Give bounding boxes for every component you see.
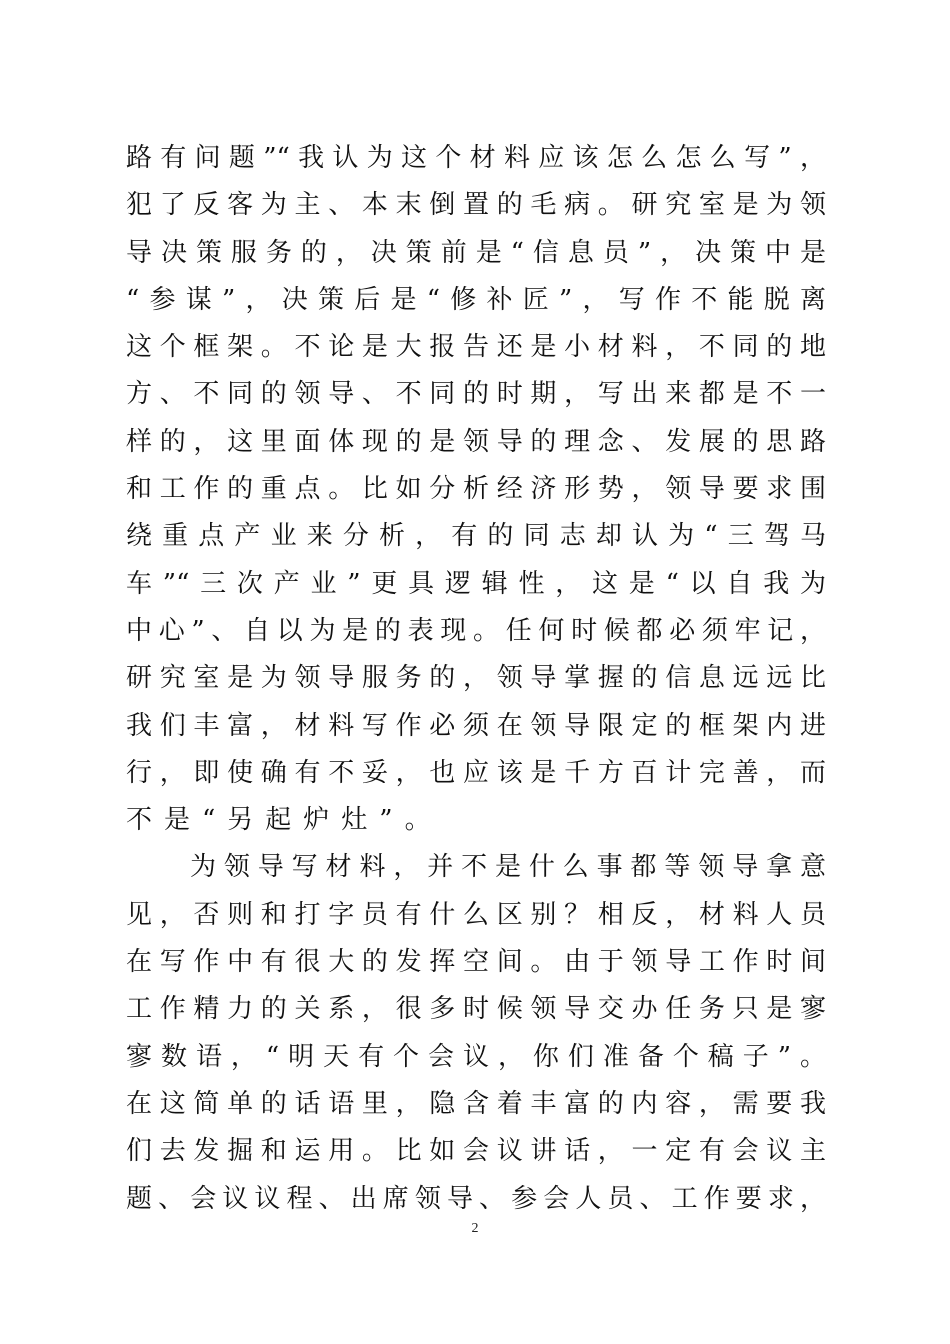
text-line: 们去发掘和运用。比如会议讲话，一定有会议主 bbox=[126, 1136, 826, 1167]
text-line: 导决策服务的，决策前是“信息员”，决策中是 bbox=[126, 237, 826, 268]
text-line: 在这简单的话语里，隐含着丰富的内容，需要我 bbox=[126, 1088, 826, 1119]
text-line: 中心”、自以为是的表现。任何时候都必须牢记， bbox=[126, 615, 826, 646]
text-line: 和工作的重点。比如分析经济形势，领导要求围 bbox=[126, 474, 826, 505]
text-line: 行，即使确有不妥，也应该是千方百计完善，而 bbox=[126, 757, 826, 788]
text-line: 绕重点产业来分析，有的同志却认为“三驾马 bbox=[126, 521, 826, 552]
text-line: “参谋”，决策后是“修补匠”，写作不能脱离 bbox=[126, 284, 826, 315]
text-line: 研究室是为领导服务的，领导掌握的信息远远比 bbox=[126, 663, 826, 694]
text-line: 见，否则和打字员有什么区别？相反，材料人员 bbox=[126, 899, 826, 930]
body-text bbox=[126, 135, 826, 1223]
text-line: 方、不同的领导、不同的时期，写出来都是不一 bbox=[126, 379, 826, 410]
text-line: 工作精力的关系，很多时候领导交办任务只是寥 bbox=[126, 994, 826, 1025]
text-line: 路有问题”“我认为这个材料应该怎么怎么写”， bbox=[126, 143, 826, 173]
text-line: 车”“三次产业”更具逻辑性，这是“以自我为 bbox=[126, 568, 826, 599]
text-line: 样的，这里面体现的是领导的理念、发展的思路 bbox=[126, 426, 826, 457]
text-line: 我们丰富，材料写作必须在领导限定的框架内进 bbox=[126, 710, 826, 741]
paragraph-first-line: 为领导写材料，并不是什么事都等领导拿意 bbox=[190, 852, 826, 883]
text-line: 题、会议议程、出席领导、参会人员、工作要求， bbox=[126, 1183, 826, 1214]
page-number: 2 bbox=[471, 1221, 479, 1236]
text-line: 不是“另起炉灶”。 bbox=[126, 805, 443, 836]
text-line: 这个框架。不论是大报告还是小材料，不同的地 bbox=[126, 332, 826, 363]
text-line: 在写作中有很大的发挥空间。由于领导工作时间 bbox=[126, 947, 826, 978]
text-line: 犯了反客为主、本末倒置的毛病。研究室是为领 bbox=[126, 190, 826, 221]
text-line: 寥数语，“明天有个会议，你们准备个稿子”。 bbox=[126, 1041, 826, 1072]
